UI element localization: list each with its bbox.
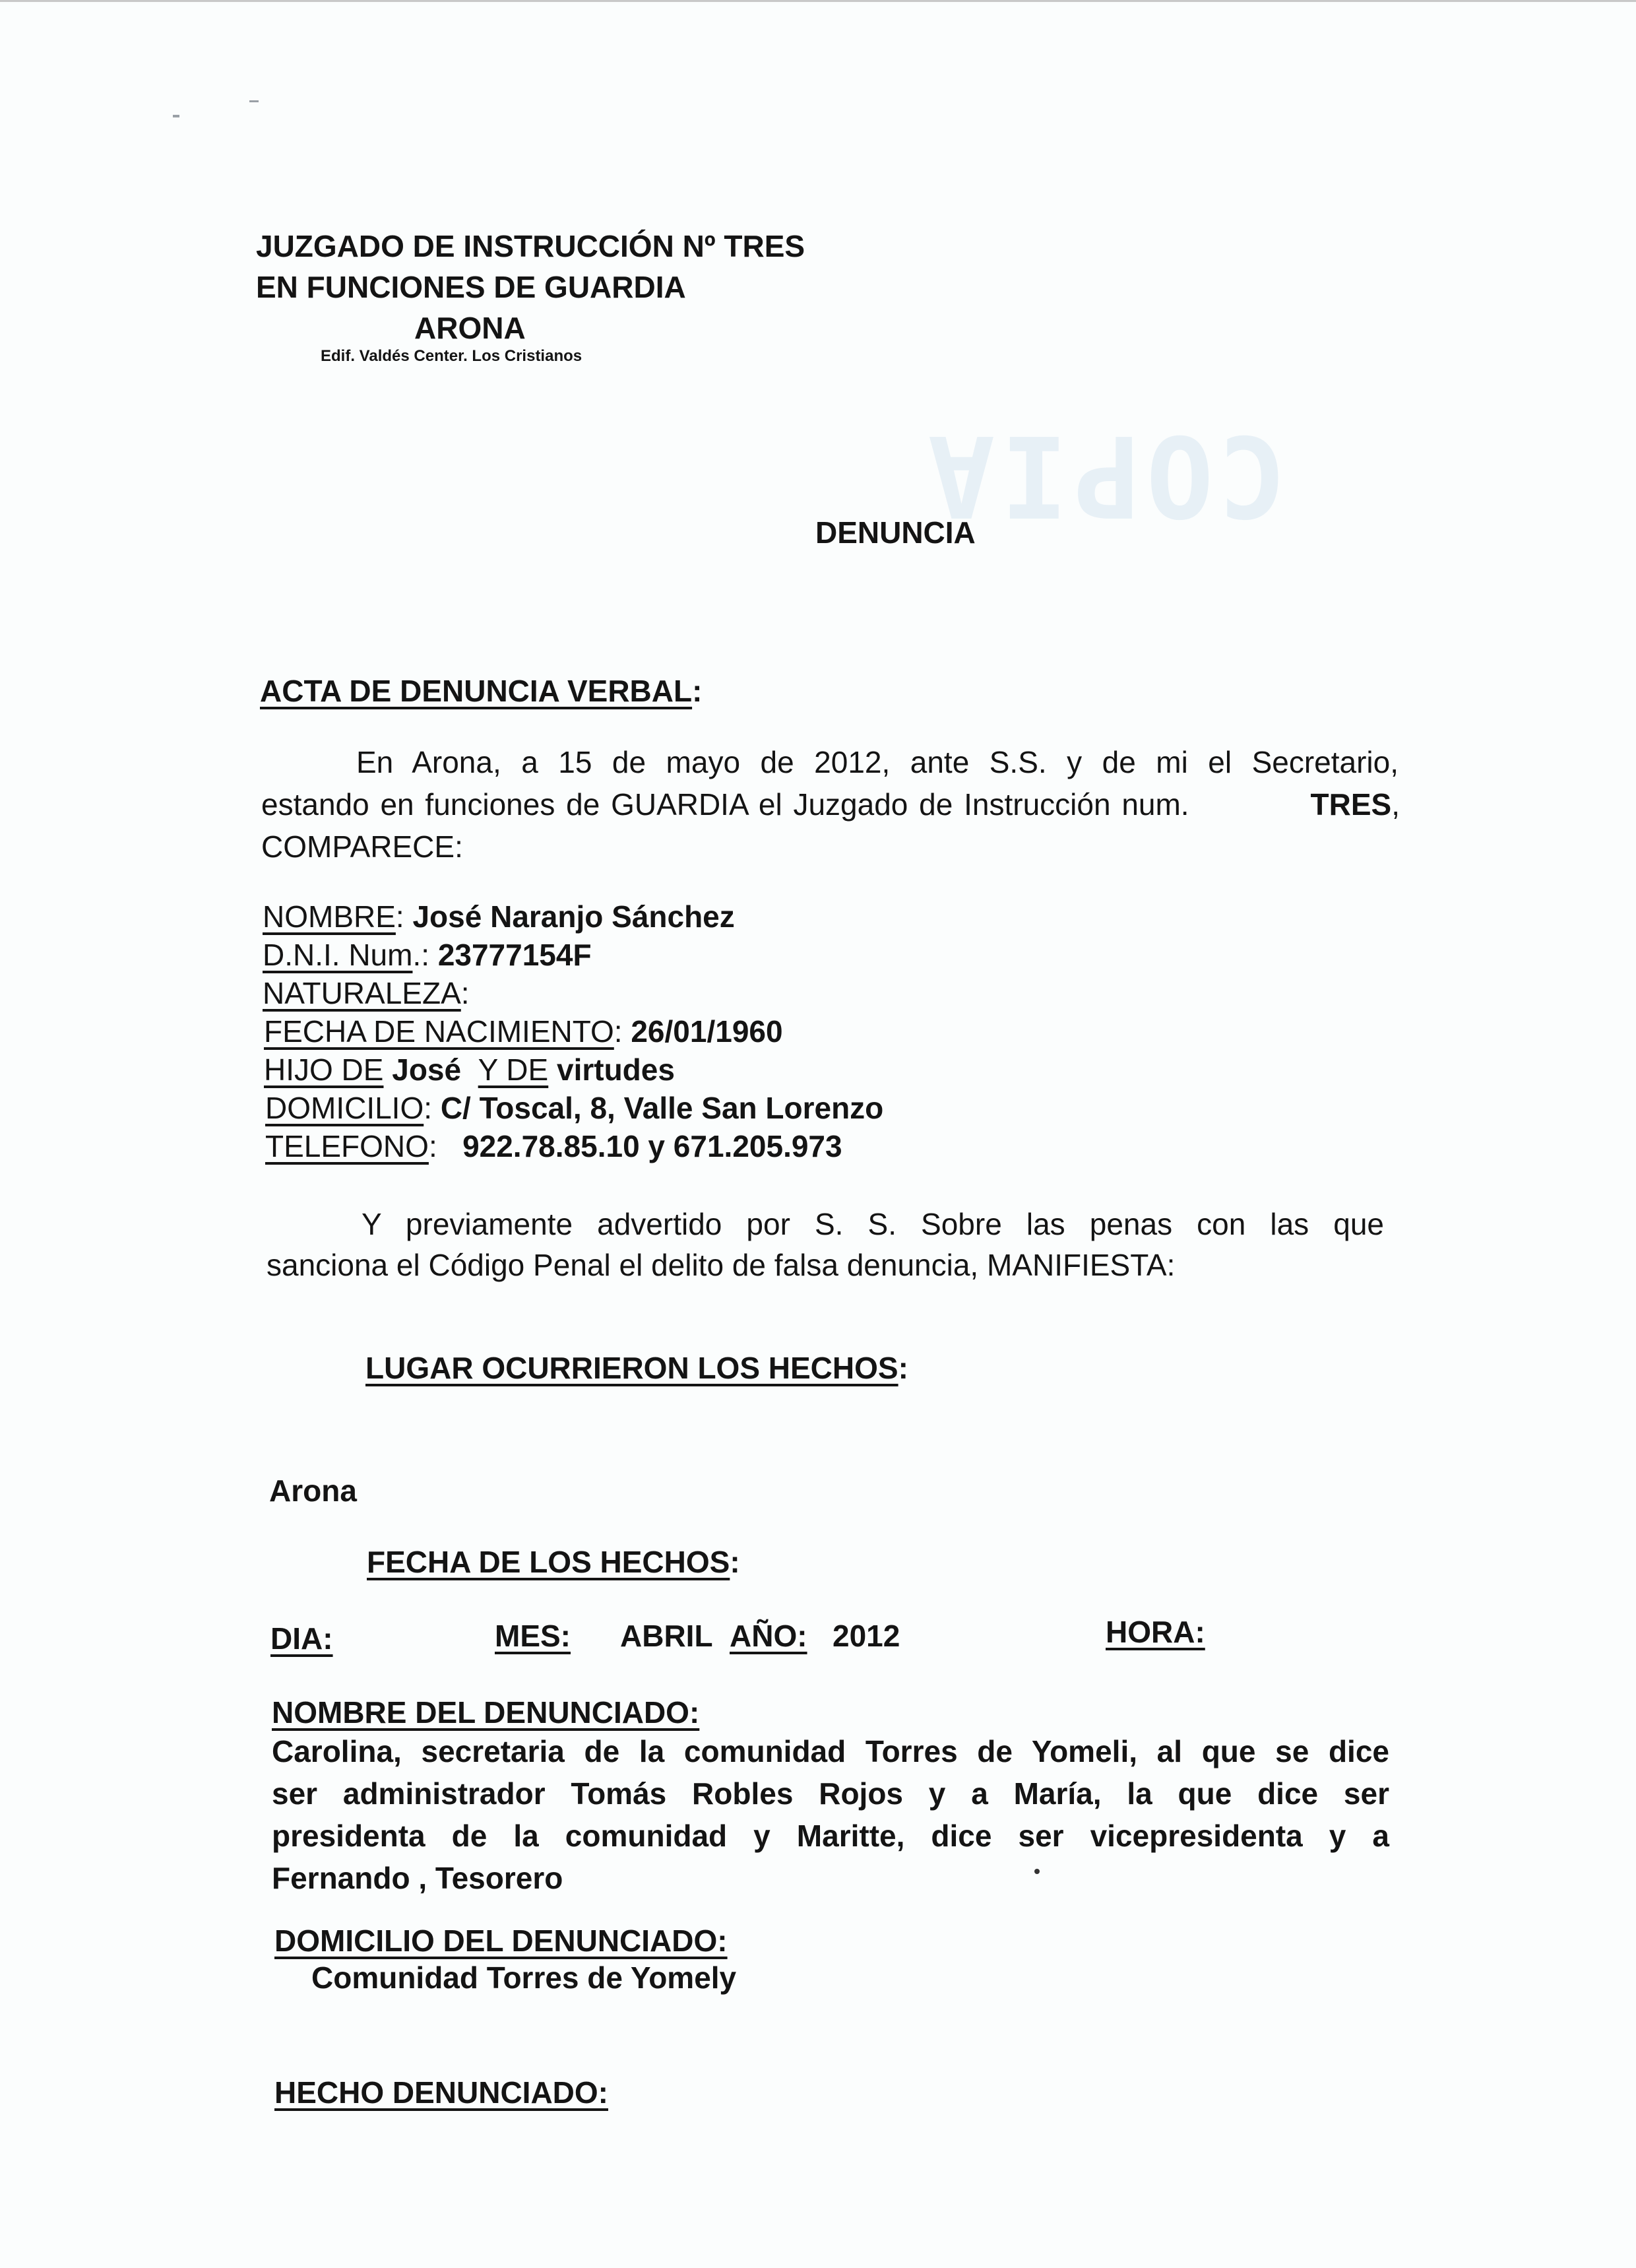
domicilio-label: DOMICILIO [265, 1091, 424, 1125]
naturaleza-label: NATURALEZA [263, 976, 461, 1010]
document-title: DENUNCIA [815, 515, 976, 550]
field-telefono [265, 1128, 842, 1164]
lugar-label: LUGAR OCURRIERON LOS HECHOS [365, 1351, 898, 1385]
denunciado-line: Fernando , Tesorero [272, 1861, 563, 1895]
denunciado-line: ser administrador Tomás Robles Rojos y a María, la que dice ser [272, 1776, 1389, 1811]
fecha-hechos-heading [367, 1544, 740, 1580]
colon: : [614, 1014, 631, 1049]
y-de-value: virtudes [557, 1053, 675, 1087]
ano-value: 2012 [833, 1619, 900, 1653]
fecha-nacimiento-value: 26/01/1960 [631, 1014, 783, 1049]
hecho-denunciado-label: HECHO DENUNCIADO: [274, 2075, 608, 2110]
court-function: EN FUNCIONES DE GUARDIA [256, 270, 686, 304]
intro-line-3: COMPARECE: [261, 829, 463, 864]
lugar-heading [365, 1350, 908, 1386]
scan-speck [173, 115, 179, 117]
denunciado-nombre-text [272, 1730, 1389, 1899]
field-naturaleza [263, 975, 470, 1011]
lugar-value: Arona [269, 1474, 357, 1508]
colon: : [424, 1091, 441, 1125]
intro-line-1: En Arona, a 15 de mayo de 2012, ante S.S. y de mi el Secretario, [356, 745, 1399, 779]
hijo-de-label: HIJO DE [264, 1053, 384, 1087]
fecha-hechos-label: FECHA DE LOS HECHOS [367, 1545, 730, 1579]
section-acta-heading [260, 673, 702, 709]
scan-edge-line [0, 0, 1636, 2]
field-dni [263, 937, 592, 973]
advertido-line-2: sanciona el Código Penal el delito de falsa denuncia, MANIFIESTA: [267, 1248, 1176, 1282]
field-fecha-nacimiento [264, 1014, 783, 1049]
copia-stamp: COPIA [922, 410, 1286, 540]
colon: : [730, 1545, 740, 1579]
ano-label: AÑO: [730, 1619, 807, 1653]
dia-label: DIA: [270, 1621, 333, 1656]
dni-value: 23777154F [437, 938, 592, 972]
telefono-value: 922.78.85.10 y 671.205.973 [462, 1129, 842, 1163]
field-nombre [263, 899, 735, 934]
denunciado-domicilio-value: Comunidad Torres de Yomely [311, 1960, 737, 1995]
denunciado-domicilio-label: DOMICILIO DEL DENUNCIADO: [274, 1924, 728, 1958]
colon: : [428, 1129, 463, 1163]
intro-comma: , [1391, 787, 1400, 822]
mes-label: MES: [495, 1619, 571, 1653]
dni-label: D.N.I. Num [263, 938, 413, 972]
court-address: Edif. Valdés Center. Los Cristianos [321, 347, 582, 365]
colon: : [460, 976, 470, 1010]
field-domicilio [265, 1090, 883, 1126]
advertido-line-1: Y previamente advertido por S. S. Sobre las penas con las que [362, 1207, 1384, 1241]
scan-speck [249, 100, 259, 102]
colon: : [395, 899, 413, 934]
domicilio-value: C/ Toscal, 8, Valle San Lorenzo [440, 1091, 884, 1125]
nombre-label: NOMBRE [263, 899, 396, 934]
court-name: JUZGADO DE INSTRUCCIÓN Nº TRES [256, 229, 805, 263]
denunciado-line: Carolina, secretaria de la comunidad Torres de Yomeli, al que se dice [272, 1734, 1389, 1768]
y-de-label: Y DE [478, 1053, 549, 1087]
nombre-value: José Naranjo Sánchez [412, 899, 735, 934]
intro-line-2 [261, 783, 1400, 826]
field-hijo-de [264, 1052, 675, 1087]
intro-tres: TRES [1310, 787, 1392, 822]
denunciado-line: presidenta de la comunidad y Maritte, dice ser vicepresidenta y a [272, 1819, 1389, 1853]
colon: : [692, 674, 703, 708]
intro-line-2-end [1311, 783, 1400, 826]
fecha-nacimiento-label: FECHA DE NACIMIENTO [264, 1014, 614, 1049]
telefono-label: TELEFONO [265, 1129, 429, 1163]
denunciado-nombre-label: NOMBRE DEL DENUNCIADO: [272, 1695, 700, 1730]
hijo-de-value: José [392, 1053, 462, 1087]
court-city: ARONA [414, 311, 526, 345]
colon: .: [412, 938, 438, 972]
colon: : [898, 1351, 908, 1385]
intro-line-2-text: estando en funciones de GUARDIA el Juzgado de Instrucción num. [261, 787, 1189, 822]
hora-label: HORA: [1106, 1615, 1205, 1649]
mes-value: ABRIL [620, 1619, 713, 1653]
section-acta-label: ACTA DE DENUNCIA VERBAL [260, 674, 693, 708]
